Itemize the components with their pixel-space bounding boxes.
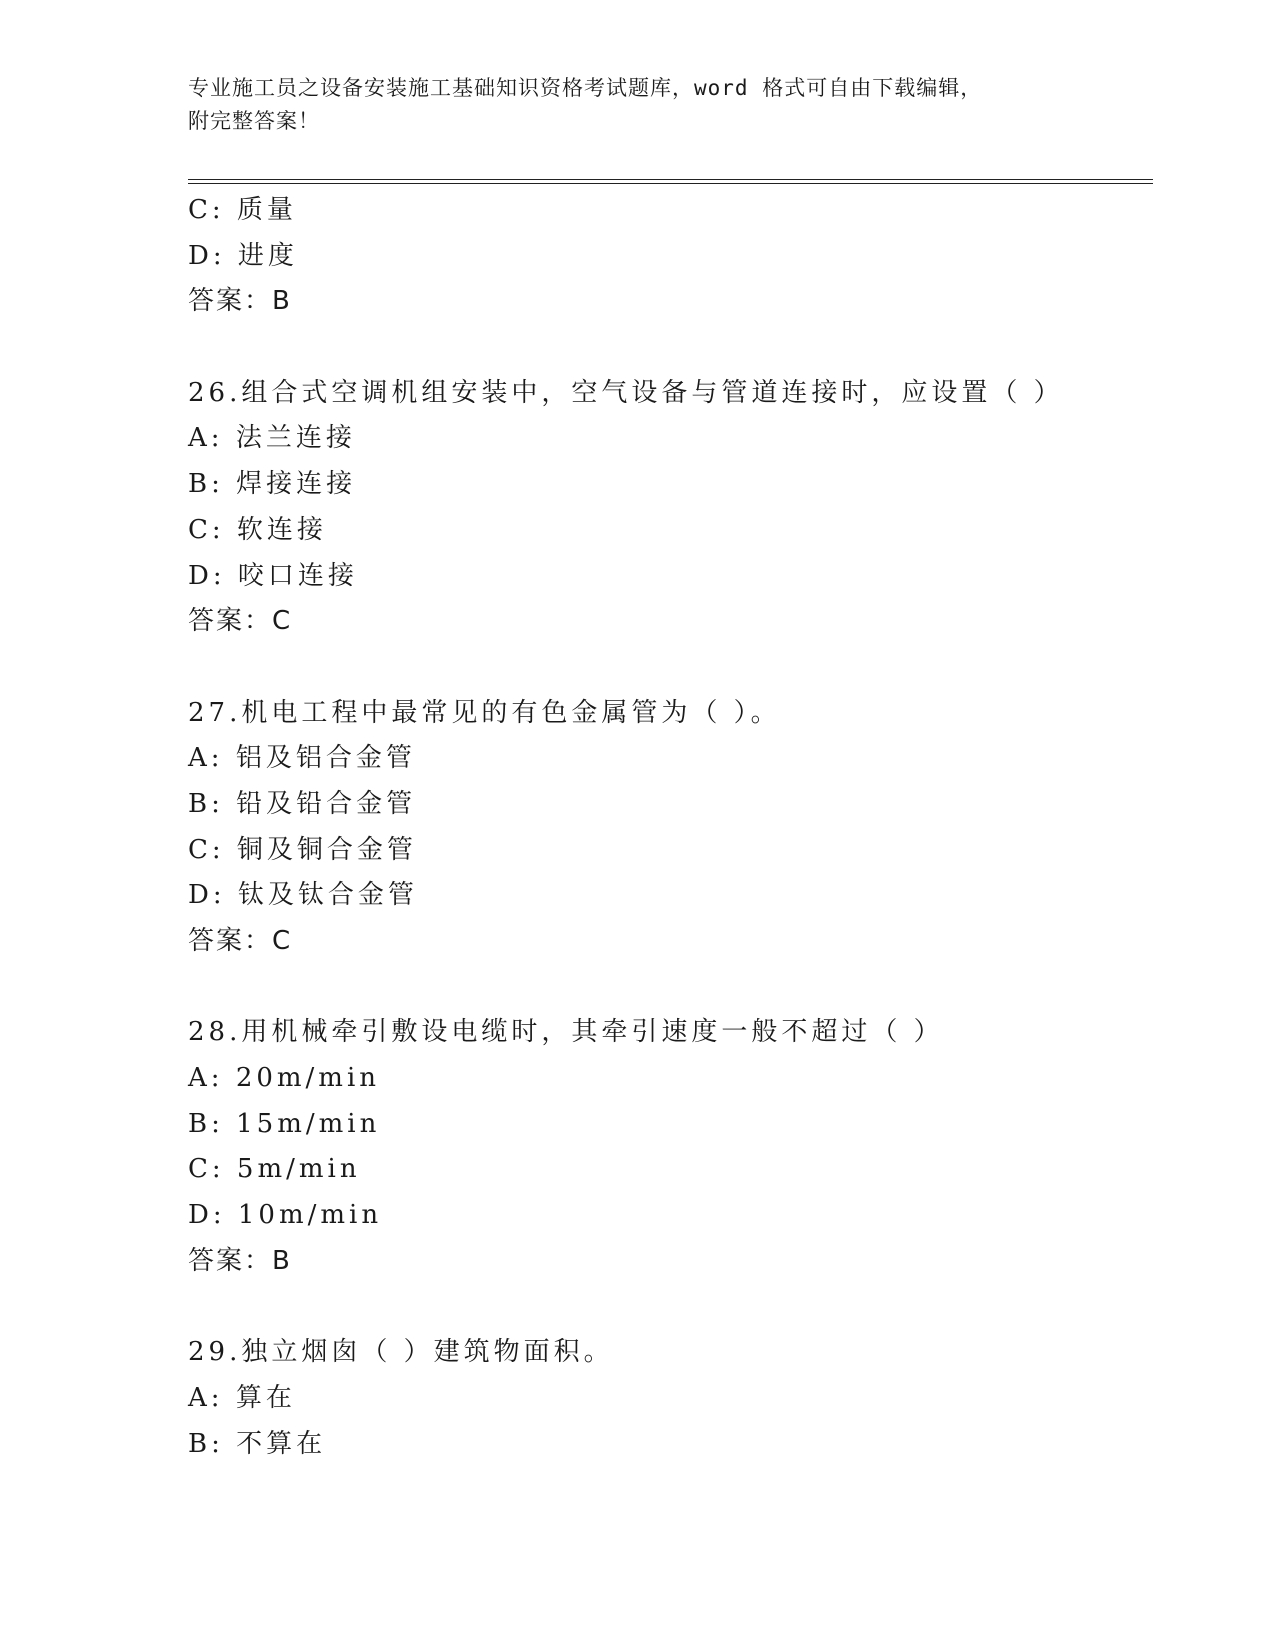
option-label: C: [188,834,225,865]
option-line [188,1422,1148,1468]
option-text: 10m/min [237,1200,383,1231]
option-line [188,1147,1148,1193]
question-stem: 28.用机械牵引敷设电缆时，其牵引速度一般不超过（ ） [188,1017,944,1048]
option-line [188,234,1148,280]
option-line [188,188,1148,234]
option-text: 法兰连接 [235,423,356,454]
option-label: D: [188,1200,226,1231]
option-label: A: [188,743,224,774]
option-label: C: [188,195,225,225]
option-text: 焊接连接 [236,469,357,500]
document-header [188,72,1088,138]
option-line [188,828,1148,874]
option-label: B: [188,1428,224,1459]
option-text: 钛及钛合金管 [237,880,418,911]
option-label: C: [188,1154,225,1185]
option-text: 算在 [235,1382,296,1413]
option-label: D: [188,560,226,591]
question-stem: 27.机电工程中最常见的有色金属管为（ ）。 [188,697,781,728]
option-text: 进度 [237,240,298,271]
option-label: A: [188,1382,224,1413]
option-label: D: [188,880,226,911]
option-label: B: [188,469,224,500]
option-line [188,416,1148,462]
option-label: B: [188,1108,224,1139]
option-text: 软连接 [236,514,327,545]
answer-line: 答案：C [188,606,293,637]
header-line-2: 附完整答案！ [188,109,320,133]
option-line [188,782,1148,828]
option-text: 不算在 [236,1428,327,1459]
option-line [188,1102,1148,1148]
option-text: 15m/min [236,1108,381,1139]
option-line [188,554,1148,600]
option-label: A: [188,423,224,454]
option-label: A: [188,1063,224,1094]
option-label: C: [188,514,225,545]
option-line [188,508,1148,554]
header-divider [188,179,1153,184]
option-text: 咬口连接 [237,560,358,591]
option-line [188,873,1148,919]
option-text: 质量 [236,195,297,225]
option-text: 铜及铜合金管 [236,834,417,865]
question-stem: 26.组合式空调机组安装中，空气设备与管道连接时，应设置（ ） [188,377,1064,408]
option-text: 5m/min [236,1154,361,1185]
answer-line: 答案：C [188,926,293,956]
option-text: 铝及铝合金管 [235,743,416,774]
option-line [188,462,1148,508]
option-line [188,1056,1148,1102]
question-list [188,188,1148,1467]
option-line [188,1376,1148,1422]
answer-line: 答案：B [188,286,292,317]
option-text: 铅及铅合金管 [236,788,417,819]
answer-line: 答案：B [188,1245,292,1276]
option-label: D: [188,240,226,271]
option-label: B: [188,788,224,819]
question-stem: 29.独立烟囱（ ）建筑物面积。 [188,1337,614,1368]
option-text: 20m/min [235,1063,381,1094]
option-line [188,1193,1148,1239]
header-line-1: 专业施工员之设备安装施工基础知识资格考试题库，word 格式可自由下载编辑， [188,76,983,100]
option-line [188,736,1148,782]
